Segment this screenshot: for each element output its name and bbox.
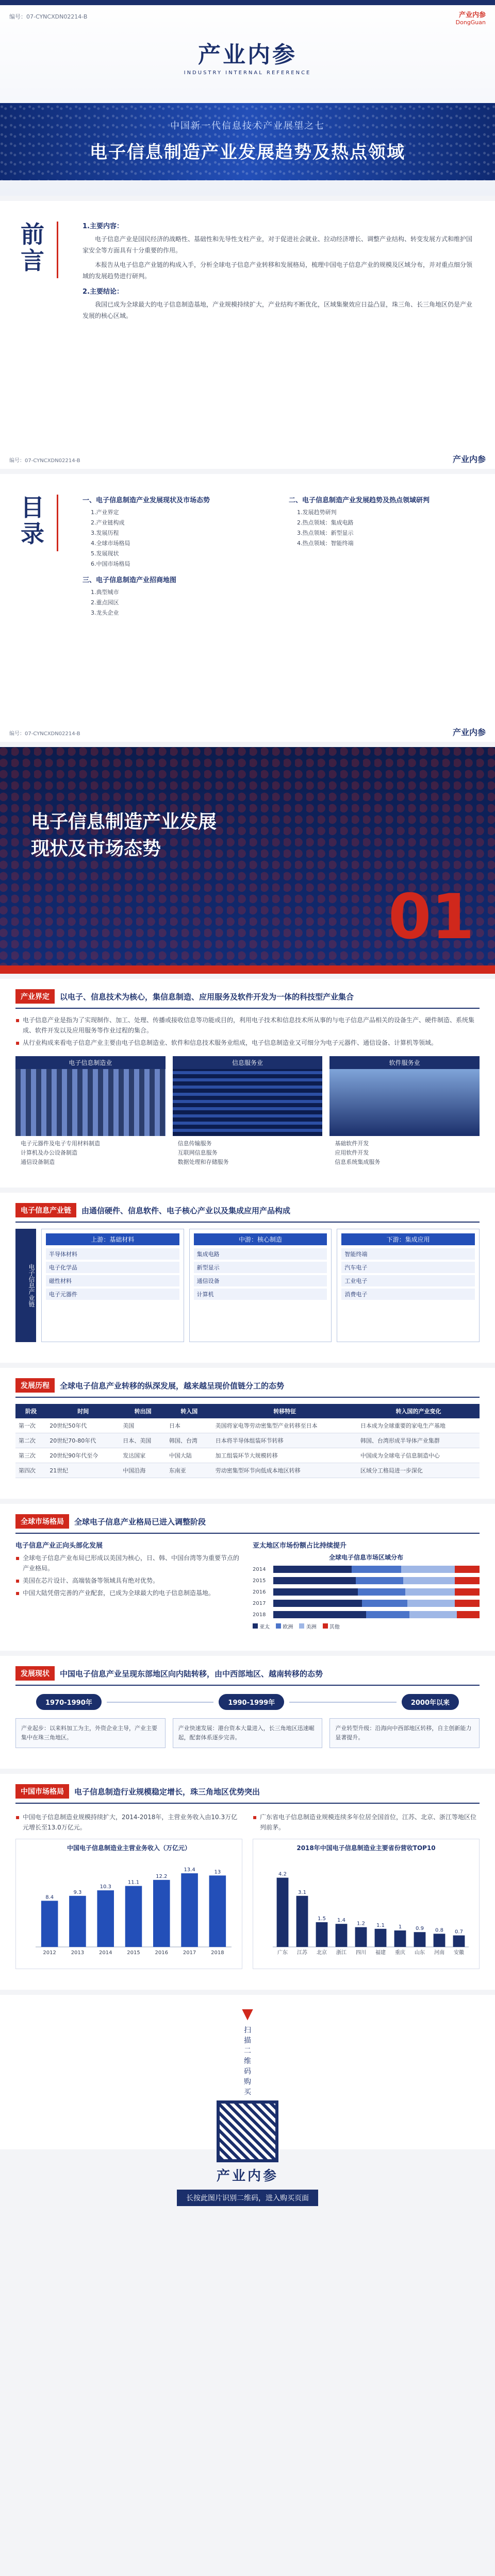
table-cell: 中国成为全球电子信息制造中心 bbox=[357, 1448, 480, 1463]
chain-item: 半导体材料 bbox=[46, 1248, 179, 1260]
sector-card bbox=[173, 1056, 323, 1167]
column-header: 转出国 bbox=[120, 1404, 166, 1418]
chapter-title bbox=[31, 809, 217, 862]
tick-label: 河南 bbox=[434, 1950, 444, 1956]
bar bbox=[125, 1886, 142, 1947]
table-cell: 中国沿海 bbox=[120, 1463, 166, 1478]
toc-item[interactable]: 1.产业界定 bbox=[91, 509, 119, 516]
bar-year-label: 2014 bbox=[253, 1566, 266, 1572]
toc-item[interactable]: 3.发展历程 bbox=[91, 530, 119, 536]
bar bbox=[69, 1896, 86, 1947]
bar-year-label: 2016 bbox=[253, 1589, 266, 1595]
bullet: ▪ 美国在芯片设计、高端装备等领域具有绝对优势。 bbox=[15, 1575, 242, 1586]
data-label: 0.7 bbox=[455, 1929, 463, 1935]
table-cell: 20世纪50年代 bbox=[46, 1418, 120, 1433]
period-card: 产业起步：以来料加工为主，外资企业主导，产业主要集中在珠三角地区。 bbox=[15, 1718, 166, 1748]
chart-title: 中国电子信息制造业主营业务收入（万亿元） bbox=[67, 1844, 191, 1852]
sector-list bbox=[173, 1139, 323, 1167]
toc-item[interactable]: 4.全球市场格局 bbox=[91, 540, 130, 547]
chapter-number: 01 bbox=[388, 882, 474, 953]
bar-segment bbox=[273, 1566, 352, 1573]
bullet: ▪ 电子信息产业是指为了实现制作、加工、处理、传播或接收信息等功能或目的，利用电子技术和信息技术所从事的与电子信息产品相关的设备生产、硬件制造、系统集成、软件开发以及应用服务等作业过程的集合。 bbox=[15, 1015, 480, 1036]
slide-development-status bbox=[0, 1656, 495, 1769]
toc-item[interactable]: 5.发展现状 bbox=[91, 550, 119, 557]
chain-column-downstream bbox=[337, 1229, 480, 1342]
page-footer-code: 编号：07-CYNCXDN02214-B bbox=[9, 731, 80, 737]
tick-label: 安徽 bbox=[454, 1950, 464, 1956]
table-cell: 21世纪 bbox=[46, 1463, 120, 1478]
province-chart-box bbox=[253, 1839, 480, 1969]
cover-logo bbox=[184, 36, 311, 76]
bar-segment bbox=[407, 1600, 455, 1607]
slide-tag: 产业界定 bbox=[15, 989, 55, 1004]
legend-item bbox=[299, 1622, 316, 1630]
preface-para-1: 电子信息产业是国民经济的战略性、基础性和先导性支柱产业，对于促进社会就业、拉动经济增长、调整产业结构、转变发展方式和维护国家安全等方面具有十分重要的作用。 bbox=[82, 235, 473, 254]
legend-swatch bbox=[253, 1623, 258, 1629]
period-card: 产业快速发展：港台资本大量进入，长三角地区迅速崛起，配套体系逐步完善。 bbox=[173, 1718, 323, 1748]
data-label: 13.4 bbox=[184, 1867, 195, 1873]
data-label: 9.3 bbox=[73, 1889, 82, 1895]
bar-segment bbox=[457, 1611, 480, 1618]
tick-label: 福建 bbox=[375, 1950, 386, 1956]
bar-track bbox=[273, 1577, 480, 1584]
bar-segment bbox=[455, 1566, 480, 1573]
slide-china-market bbox=[0, 1774, 495, 1990]
column-heading: 电子信息产业正向头部化发展 bbox=[15, 1542, 103, 1550]
sector-list-item: 互联网信息服务 bbox=[177, 1149, 218, 1156]
bar-year-label: 2015 bbox=[253, 1578, 266, 1584]
left-column bbox=[15, 1540, 242, 1630]
tick-label: 江苏 bbox=[297, 1950, 307, 1956]
bar-segment bbox=[356, 1577, 403, 1584]
logo-mark: 产业内参 bbox=[197, 42, 297, 68]
chain-item: 电子元器件 bbox=[46, 1289, 179, 1300]
cover-kicker: 中国新一代信息技术产业展望之七 bbox=[170, 121, 325, 131]
bar bbox=[277, 1878, 289, 1947]
table-cell: 第四次 bbox=[15, 1463, 46, 1478]
toc-section bbox=[82, 574, 268, 618]
stacked-bar-row bbox=[253, 1600, 480, 1607]
legend-swatch bbox=[323, 1623, 328, 1629]
chain-item: 计算机 bbox=[194, 1289, 327, 1300]
slide-history bbox=[0, 1368, 495, 1499]
table-row bbox=[15, 1448, 480, 1463]
data-label: 11.1 bbox=[127, 1879, 140, 1886]
period-card: 产业转型升级：沿海向中西部地区转移，自主创新能力显著提升。 bbox=[329, 1718, 480, 1748]
toc-side-title bbox=[21, 495, 52, 547]
toc-section-title[interactable]: 一、电子信息制造产业发展现状及市场态势 bbox=[82, 497, 210, 504]
sector-card bbox=[329, 1056, 480, 1167]
data-label: 1.5 bbox=[318, 1916, 326, 1922]
city-skyline-image bbox=[329, 1069, 480, 1136]
toc-item[interactable]: 2.重点园区 bbox=[91, 599, 119, 606]
data-label: 1.1 bbox=[376, 1922, 385, 1928]
logo-sub: INDUSTRY INTERNAL REFERENCE bbox=[184, 70, 311, 76]
table-cell: 加工组装环节大规模转移 bbox=[212, 1448, 357, 1463]
chain-item: 新型显示 bbox=[194, 1262, 327, 1273]
bar-segment bbox=[273, 1577, 356, 1584]
bar bbox=[296, 1896, 308, 1947]
bar-track bbox=[273, 1600, 480, 1607]
chain-column-midstream bbox=[189, 1229, 332, 1342]
bar-segment bbox=[362, 1600, 407, 1607]
cover-title: 电子信息制造产业发展趋势及热点领域 bbox=[90, 142, 405, 163]
chain-item: 磁性材料 bbox=[46, 1275, 179, 1286]
slide-header bbox=[15, 989, 480, 1009]
legend-swatch bbox=[276, 1623, 281, 1629]
table-cell: 东南亚 bbox=[166, 1463, 212, 1478]
chain-item: 通信设备 bbox=[194, 1275, 327, 1286]
tick-label: 广东 bbox=[277, 1950, 288, 1956]
data-label: 0.9 bbox=[416, 1926, 424, 1932]
preface-side-title bbox=[21, 222, 52, 274]
legend-label: 其他 bbox=[329, 1624, 340, 1630]
sector-list bbox=[329, 1139, 480, 1167]
data-label: 10.3 bbox=[100, 1884, 111, 1890]
buy-cta[interactable]: 长按此图片识别二维码，进入购买页面 bbox=[177, 2190, 318, 2206]
table-cell: 日本 bbox=[166, 1418, 212, 1433]
bar bbox=[453, 1936, 465, 1947]
bar-segment bbox=[273, 1588, 358, 1596]
stacked-bar-chart bbox=[253, 1566, 480, 1618]
chain-item: 工业电子 bbox=[341, 1275, 475, 1286]
column-header: 阶段 bbox=[15, 1404, 46, 1418]
cover-top-bar bbox=[0, 0, 495, 5]
slide-headline: 电子信息制造行业规模稳定增长，珠三角地区优势突出 bbox=[74, 1787, 260, 1797]
table-cell: 韩国、台湾 bbox=[166, 1433, 212, 1448]
table-header-row bbox=[15, 1404, 480, 1418]
bar bbox=[97, 1890, 114, 1947]
chain-vertical-label: 电子信息产业链 bbox=[15, 1229, 36, 1342]
bar bbox=[375, 1929, 387, 1947]
page-footer-logo: 产业内参 bbox=[452, 454, 486, 464]
legend-label: 美洲 bbox=[306, 1624, 317, 1630]
side-char-1: 前 bbox=[21, 221, 44, 248]
bar bbox=[316, 1922, 328, 1947]
stacked-bar-row bbox=[253, 1611, 480, 1618]
tick-label: 2015 bbox=[127, 1950, 140, 1956]
down-arrow-icon: ▼ bbox=[242, 2005, 253, 2022]
data-label: 0.8 bbox=[435, 1927, 443, 1934]
tick-label: 2016 bbox=[155, 1950, 169, 1956]
toc-page bbox=[0, 474, 495, 742]
preface-para-3: 我国已成为全球最大的电子信息制造基地，产业规模持续扩大，产业结构不断优化，区域集聚效应日益凸显，珠三角、长三角地区仍是产业发展的核心区域。 bbox=[82, 301, 473, 319]
brand-tag-name: 产业内参 bbox=[458, 11, 486, 19]
sector-list-item: 基础软件开发 bbox=[335, 1140, 369, 1147]
toc-item[interactable]: 4.热点领域：智能终端 bbox=[297, 540, 354, 547]
slide-headline: 全球电子信息产业格局已进入调整阶段 bbox=[74, 1517, 206, 1527]
tick-label: 2013 bbox=[71, 1950, 85, 1956]
cover bbox=[0, 0, 495, 196]
tick-label: 2014 bbox=[98, 1950, 112, 1956]
page-footer-logo: 产业内参 bbox=[452, 727, 486, 737]
table-cell: 第三次 bbox=[15, 1448, 46, 1463]
scan-hint-vertical: 扫描二维码购买 bbox=[244, 2026, 251, 2096]
qr-code[interactable] bbox=[217, 2100, 278, 2162]
column-header: 转入国的产业变化 bbox=[357, 1404, 480, 1418]
period-pill: 2000年以来 bbox=[402, 1694, 459, 1710]
chain-item: 汽车电子 bbox=[341, 1262, 475, 1273]
data-label: 1 bbox=[398, 1924, 402, 1930]
sector-list bbox=[15, 1139, 166, 1167]
side-red-line bbox=[57, 222, 58, 278]
bar-year-label: 2018 bbox=[253, 1612, 266, 1618]
bar bbox=[181, 1873, 198, 1947]
bar bbox=[434, 1934, 446, 1947]
sector-list-item: 通信设备制造 bbox=[21, 1159, 55, 1165]
toc-section bbox=[289, 495, 474, 569]
slide-header bbox=[15, 1203, 480, 1223]
sector-list-item: 信息传输服务 bbox=[177, 1140, 212, 1147]
revenue-bar-chart bbox=[20, 1854, 237, 1962]
circuit-board-image bbox=[15, 1069, 166, 1136]
tick-label: 2012 bbox=[43, 1950, 56, 1956]
toc-item[interactable]: 3.龙头企业 bbox=[91, 609, 119, 616]
chart-title: 2018年中国电子信息制造业主要省份营收TOP10 bbox=[296, 1844, 436, 1852]
side-char-2: 言 bbox=[21, 246, 44, 275]
two-column-layout bbox=[15, 1810, 480, 1835]
timeline-connector bbox=[107, 1702, 214, 1703]
table-cell: 第二次 bbox=[15, 1433, 46, 1448]
chain-column-header: 中游：核心制造 bbox=[194, 1233, 327, 1245]
column-heading: 亚太地区市场份额占比持续提升 bbox=[253, 1542, 347, 1550]
table-cell: 日本将半导体组装环节转移 bbox=[212, 1433, 357, 1448]
bar-year-label: 2017 bbox=[253, 1600, 266, 1606]
sector-list-item: 计算机及办公设备制造 bbox=[21, 1149, 77, 1156]
timeline-connector bbox=[289, 1702, 397, 1703]
chain-item: 智能终端 bbox=[341, 1248, 475, 1260]
history-table bbox=[15, 1404, 480, 1478]
toc-section-title[interactable]: 二、电子信息制造产业发展趋势及热点领域研判 bbox=[289, 497, 430, 504]
bar-segment bbox=[455, 1600, 480, 1607]
two-column-charts bbox=[15, 1839, 480, 1969]
page-footer-code: 编号：07-CYNCXDN02214-B bbox=[9, 458, 80, 464]
table-cell: 劳动密集型环节向低成本地区转移 bbox=[212, 1463, 357, 1478]
tick-label: 浙江 bbox=[336, 1950, 346, 1956]
preface-heading-1: 1.主要内容： bbox=[82, 223, 123, 230]
bar-track bbox=[273, 1611, 480, 1618]
slide-tag: 电子信息产业链 bbox=[15, 1203, 76, 1217]
bar-segment bbox=[455, 1577, 480, 1584]
bullet: ▪ 中国电子信息制造业规模持续扩大，2014-2018年，主营业务收入由10.3万亿元增长至13.0万亿元。 bbox=[15, 1812, 242, 1833]
data-label: 3.1 bbox=[298, 1889, 306, 1895]
cover-title-band bbox=[0, 103, 495, 180]
table-cell: 韩国、台湾形成半导体产业集群 bbox=[357, 1433, 480, 1448]
tick-label: 四川 bbox=[356, 1950, 366, 1956]
stacked-bar-title: 全球电子信息市场区域分布 bbox=[328, 1554, 403, 1561]
legend-label: 欧洲 bbox=[283, 1624, 293, 1630]
slide-industry-definition bbox=[0, 979, 495, 1188]
brand-tag-city: DongGuan bbox=[455, 19, 486, 26]
bar-segment bbox=[273, 1611, 366, 1618]
bar bbox=[414, 1932, 426, 1947]
slide-header bbox=[15, 1514, 480, 1534]
table-cell: 20世纪70-80年代 bbox=[46, 1433, 120, 1448]
slide-tag: 全球市场格局 bbox=[15, 1514, 69, 1529]
sector-card-title: 电子信息制造业 bbox=[15, 1056, 166, 1069]
chain-item: 消费电子 bbox=[341, 1289, 475, 1300]
data-label: 8.4 bbox=[45, 1894, 54, 1901]
tick-label: 北京 bbox=[317, 1950, 327, 1956]
table-row bbox=[15, 1463, 480, 1478]
sector-card-title: 软件服务业 bbox=[329, 1056, 480, 1069]
preface-para-2: 本报告从电子信息产业链的构成入手，分析全球电子信息产业转移和发展格局，梳理中国电子信息产业的规模及区域分布，并对重点细分领域的发展趋势进行研判。 bbox=[82, 261, 473, 280]
toc-item[interactable]: 2.热点领域：集成电路 bbox=[297, 519, 354, 526]
table-cell: 日本、美国 bbox=[120, 1433, 166, 1448]
sector-cards bbox=[15, 1056, 480, 1167]
chapter-red-band bbox=[0, 965, 495, 974]
bar-segment bbox=[366, 1611, 409, 1618]
tick-label: 重庆 bbox=[395, 1950, 405, 1956]
data-label: 1.2 bbox=[357, 1921, 365, 1927]
slide-headline: 以电子、信息技术为核心，集信息制造、应用服务及软件开发为一体的科技型产业集合 bbox=[60, 992, 354, 1002]
legend-item bbox=[323, 1622, 340, 1630]
stacked-bar-row bbox=[253, 1577, 480, 1584]
chain-column-upstream bbox=[41, 1229, 184, 1342]
bar-segment bbox=[409, 1611, 457, 1618]
bar bbox=[336, 1924, 348, 1947]
sector-card bbox=[15, 1056, 166, 1167]
slide-tag: 发展现状 bbox=[15, 1666, 55, 1681]
legend-item bbox=[253, 1622, 270, 1630]
slide-headline: 由通信硬件、信息软件、电子核心产业以及集成应用产品构成 bbox=[81, 1206, 291, 1215]
bar bbox=[153, 1880, 170, 1947]
doc-code: 编号：07-CYNCXDN02214-B bbox=[9, 13, 88, 20]
preface-heading-2: 2.主要结论： bbox=[82, 288, 123, 296]
chart-legend bbox=[253, 1622, 480, 1630]
legend-item bbox=[276, 1622, 293, 1630]
stacked-bar-row bbox=[253, 1566, 480, 1573]
toc-section bbox=[82, 495, 268, 569]
toc-item[interactable]: 3.热点领域：新型显示 bbox=[297, 530, 354, 536]
data-label: 1.4 bbox=[337, 1918, 345, 1924]
column-header: 时间 bbox=[46, 1404, 120, 1418]
legend-swatch bbox=[299, 1623, 304, 1629]
bar-track bbox=[273, 1566, 480, 1573]
chapter-banner bbox=[0, 747, 495, 974]
brand-tag bbox=[456, 9, 486, 26]
preface-page bbox=[0, 201, 495, 469]
bar-segment bbox=[455, 1588, 480, 1596]
slide-header bbox=[15, 1378, 480, 1398]
tick-label: 山东 bbox=[415, 1950, 425, 1956]
bullet: ▪ 从行业构成来看电子信息产业主要由电子信息制造业、软件和信息技术服务业组成，电子信息制造业又可细分为电子元器件、通信设备、计算机等领域。 bbox=[15, 1038, 480, 1048]
side-char-2: 录 bbox=[21, 519, 44, 548]
table-cell: 美国 bbox=[120, 1418, 166, 1433]
slide-global-market bbox=[0, 1504, 495, 1651]
sector-list-item: 信息系统集成服务 bbox=[335, 1159, 381, 1165]
bullet: ▪ 全球电子信息产业布局已形成以美国为核心，日、韩、中国台湾等为重要节点的产业格局。 bbox=[15, 1553, 242, 1573]
sector-list-item: 电子元器件及电子专用材料制造 bbox=[21, 1140, 100, 1147]
data-label: 12.2 bbox=[156, 1873, 168, 1879]
table-cell: 中国大陆 bbox=[166, 1448, 212, 1463]
side-char-1: 目 bbox=[21, 494, 44, 521]
column-header: 转移特征 bbox=[212, 1404, 357, 1418]
chain-column-header: 上游：基础材料 bbox=[46, 1233, 179, 1245]
slide-headline: 中国电子信息产业呈现东部地区向内陆转移，由中西部地区、越南转移的态势 bbox=[60, 1669, 323, 1679]
bar-segment bbox=[405, 1588, 455, 1596]
bullet: ▪ 广东省电子信息制造业规模连续多年位居全国首位，江苏、北京、浙江等地区位列前茅。 bbox=[253, 1812, 480, 1833]
table-row bbox=[15, 1433, 480, 1448]
two-column-layout bbox=[15, 1540, 480, 1630]
table-cell: 第一次 bbox=[15, 1418, 46, 1433]
bar-segment bbox=[273, 1600, 362, 1607]
sector-card-title: 信息服务业 bbox=[173, 1056, 323, 1069]
bullet: ▪ 中国大陆凭借完善的产业配套，已成为全球最大的电子信息制造基地。 bbox=[15, 1588, 242, 1598]
toc-item[interactable]: 1.发展趋势研判 bbox=[297, 509, 337, 516]
toc-grid bbox=[82, 495, 474, 618]
server-room-image bbox=[173, 1069, 323, 1136]
bar bbox=[41, 1901, 58, 1947]
bar-segment bbox=[358, 1588, 405, 1596]
table-cell: 美国将家电等劳动密集型产业转移至日本 bbox=[212, 1418, 357, 1433]
period-timeline bbox=[36, 1694, 459, 1710]
chapter-title-line-1: 电子信息制造产业发展 bbox=[31, 811, 217, 833]
province-bar-chart bbox=[257, 1854, 474, 1962]
tick-label: 2017 bbox=[183, 1950, 196, 1956]
toc-section-title[interactable]: 三、电子信息制造产业招商地图 bbox=[82, 577, 177, 584]
chain-column-header: 下游：集成应用 bbox=[341, 1233, 475, 1245]
column-header: 转入国 bbox=[166, 1404, 212, 1418]
chain-item: 集成电路 bbox=[194, 1248, 327, 1260]
data-label: 4.2 bbox=[278, 1871, 287, 1877]
sector-list-item: 数据处理和存储服务 bbox=[177, 1159, 229, 1165]
logo-mark: 产业内参 bbox=[216, 2168, 278, 2184]
bar bbox=[394, 1930, 406, 1947]
slide-header bbox=[15, 1784, 480, 1804]
table-cell: 20世纪90年代至今 bbox=[46, 1448, 120, 1463]
stacked-bar-row bbox=[253, 1588, 480, 1596]
side-red-line bbox=[57, 495, 58, 551]
bar-track bbox=[273, 1588, 480, 1596]
tick-label: 2018 bbox=[211, 1950, 224, 1956]
bar bbox=[209, 1875, 226, 1947]
legend-label: 亚太 bbox=[259, 1624, 270, 1630]
ending-logo bbox=[0, 2165, 495, 2184]
slide-tag: 发展历程 bbox=[15, 1378, 55, 1393]
slide-header bbox=[15, 1666, 480, 1686]
period-pill: 1990-1999年 bbox=[219, 1694, 284, 1710]
bar-segment bbox=[401, 1566, 455, 1573]
industry-chain-diagram bbox=[15, 1229, 480, 1342]
slide-industry-chain bbox=[0, 1193, 495, 1363]
toc-item[interactable]: 6.中国市场格局 bbox=[91, 561, 130, 567]
slide-headline: 全球电子信息产业转移的纵深发展，越来越呈现价值链分工的态势 bbox=[60, 1381, 285, 1391]
sector-list-item: 应用软件开发 bbox=[335, 1149, 369, 1156]
table-cell: 区域分工格局进一步深化 bbox=[357, 1463, 480, 1478]
chain-item: 电子化学品 bbox=[46, 1262, 179, 1273]
toc-item[interactable]: 1.典型城市 bbox=[91, 589, 119, 596]
period-pill: 1970-1990年 bbox=[36, 1694, 102, 1710]
toc-item[interactable]: 2.产业链构成 bbox=[91, 519, 125, 526]
table-row bbox=[15, 1418, 480, 1433]
slide-tag: 中国市场格局 bbox=[15, 1784, 69, 1799]
right-column bbox=[253, 1540, 480, 1630]
bar bbox=[355, 1927, 367, 1947]
chapter-title-line-2: 现状及市场态势 bbox=[31, 838, 161, 859]
revenue-chart-box bbox=[15, 1839, 242, 1969]
ending-panel bbox=[0, 1995, 495, 2202]
bar-segment bbox=[403, 1577, 455, 1584]
table-cell: 发达国家 bbox=[120, 1448, 166, 1463]
data-label: 13 bbox=[214, 1869, 221, 1875]
period-cards bbox=[15, 1718, 480, 1748]
table-cell: 日本成为全球重要的家电生产基地 bbox=[357, 1418, 480, 1433]
bar-segment bbox=[352, 1566, 401, 1573]
